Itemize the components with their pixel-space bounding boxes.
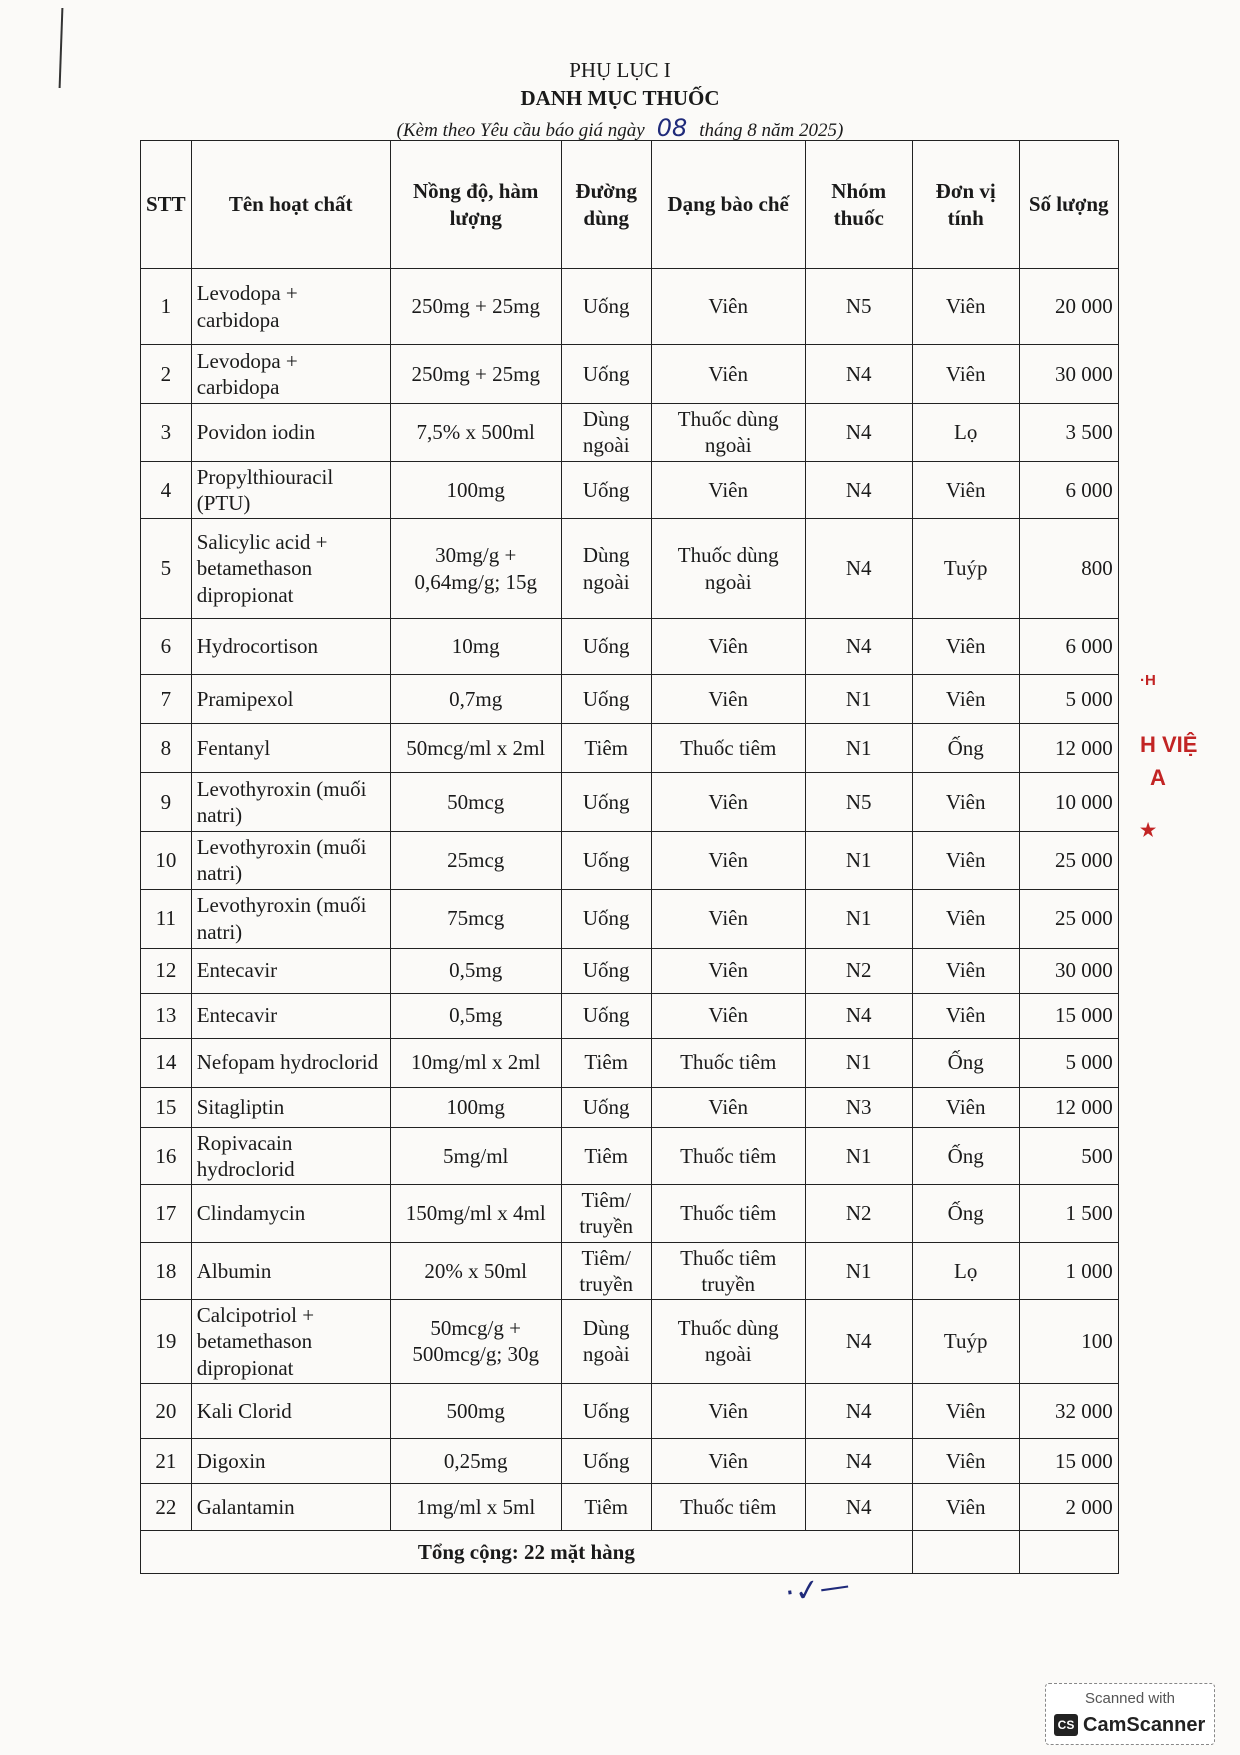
- cell-form: Thuốc tiêm: [651, 724, 805, 773]
- cell-strength: 100mg: [390, 461, 561, 519]
- cell-form: Thuốc dùng ngoài: [651, 404, 805, 462]
- col-header-group: Nhóm thuốc: [805, 141, 912, 269]
- cell-route: Uống: [561, 675, 651, 724]
- col-header-qty: Số lượng: [1019, 141, 1118, 269]
- cell-unit: Lọ: [912, 404, 1019, 462]
- cell-stt: 20: [141, 1383, 192, 1438]
- cell-route: Uống: [561, 832, 651, 890]
- cell-route: Uống: [561, 1383, 651, 1438]
- cell-name: Kali Clorid: [191, 1383, 390, 1438]
- cell-stt: 6: [141, 619, 192, 675]
- cell-qty: 1 500: [1019, 1185, 1118, 1243]
- cell-stt: 11: [141, 889, 192, 948]
- cell-group: N2: [805, 948, 912, 993]
- drug-list-table: [140, 140, 1119, 1574]
- table-row: [141, 1127, 1119, 1185]
- subtitle-before: (Kèm theo Yêu cầu báo giá ngày: [396, 120, 645, 141]
- cell-route: Uống: [561, 773, 651, 832]
- cell-qty: 6 000: [1019, 461, 1118, 519]
- cell-group: N1: [805, 675, 912, 724]
- cell-qty: 5 000: [1019, 1038, 1118, 1087]
- cell-group: N2: [805, 1185, 912, 1243]
- cell-strength: 500mg: [390, 1383, 561, 1438]
- handwritten-day: 08: [656, 114, 688, 142]
- table-row: [141, 461, 1119, 519]
- cell-form: Viên: [651, 993, 805, 1038]
- cell-strength: 20% x 50ml: [390, 1242, 561, 1300]
- cell-unit: Viên: [912, 993, 1019, 1038]
- cell-route: Dùng ngoài: [561, 404, 651, 462]
- table-header-row: [141, 141, 1119, 269]
- cell-qty: 2 000: [1019, 1483, 1118, 1530]
- cell-name: Nefopam hydroclorid: [191, 1038, 390, 1087]
- cell-group: N1: [805, 724, 912, 773]
- cell-route: Uống: [561, 269, 651, 345]
- stamp-fragment-2: A: [1150, 765, 1166, 790]
- cell-name: Entecavir: [191, 948, 390, 993]
- cell-strength: 50mcg/g + 500mcg/g; 30g: [390, 1300, 561, 1384]
- total-qty-cell: [1019, 1530, 1118, 1573]
- cell-group: N4: [805, 1300, 912, 1384]
- col-header-unit: Đơn vị tính: [912, 141, 1019, 269]
- cell-qty: 3 500: [1019, 404, 1118, 462]
- cell-form: Thuốc dùng ngoài: [651, 1300, 805, 1384]
- total-label: Tổng cộng: 22 mặt hàng: [141, 1530, 913, 1573]
- cell-route: Tiêm/ truyền: [561, 1185, 651, 1243]
- cell-form: Viên: [651, 1438, 805, 1483]
- cell-qty: 5 000: [1019, 675, 1118, 724]
- table-row: [141, 993, 1119, 1038]
- cell-strength: 0,5mg: [390, 993, 561, 1038]
- cell-unit: Viên: [912, 619, 1019, 675]
- cell-qty: 10 000: [1019, 773, 1118, 832]
- table-row: [141, 269, 1119, 345]
- cell-stt: 18: [141, 1242, 192, 1300]
- cell-group: N4: [805, 1383, 912, 1438]
- cell-qty: 32 000: [1019, 1383, 1118, 1438]
- cell-name: Levothyroxin (muối natri): [191, 889, 390, 948]
- cell-unit: Viên: [912, 1483, 1019, 1530]
- col-header-stt: STT: [141, 141, 192, 269]
- col-header-form: Dạng bào chế: [651, 141, 805, 269]
- table-row: [141, 1038, 1119, 1087]
- stamp-star-icon: ★: [1140, 820, 1157, 840]
- cell-unit: Viên: [912, 948, 1019, 993]
- cell-route: Dùng ngoài: [561, 519, 651, 619]
- cell-strength: 75mcg: [390, 889, 561, 948]
- cell-unit: Viên: [912, 832, 1019, 890]
- cell-strength: 10mg: [390, 619, 561, 675]
- appendix-label: PHỤ LỤC I: [569, 58, 671, 82]
- cell-form: Viên: [651, 832, 805, 890]
- table-row: [141, 773, 1119, 832]
- table-row: [141, 1483, 1119, 1530]
- table-row: [141, 675, 1119, 724]
- cell-qty: 1 000: [1019, 1242, 1118, 1300]
- cell-form: Viên: [651, 269, 805, 345]
- cell-route: Uống: [561, 461, 651, 519]
- cell-stt: 13: [141, 993, 192, 1038]
- cell-name: Levothyroxin (muối natri): [191, 773, 390, 832]
- cell-unit: Lọ: [912, 1242, 1019, 1300]
- cell-route: Uống: [561, 1087, 651, 1127]
- cell-group: N1: [805, 889, 912, 948]
- cell-unit: Ống: [912, 1127, 1019, 1185]
- cell-form: Thuốc tiêm: [651, 1038, 805, 1087]
- total-unit-cell: [912, 1530, 1019, 1573]
- table-row: [141, 948, 1119, 993]
- cell-unit: Viên: [912, 269, 1019, 345]
- cell-strength: 30mg/g + 0,64mg/g; 15g: [390, 519, 561, 619]
- cell-route: Tiêm: [561, 1038, 651, 1087]
- cell-strength: 100mg: [390, 1087, 561, 1127]
- cell-unit: Viên: [912, 889, 1019, 948]
- cell-group: N3: [805, 1087, 912, 1127]
- cell-name: Clindamycin: [191, 1185, 390, 1243]
- cell-qty: 25 000: [1019, 832, 1118, 890]
- cell-form: Viên: [651, 675, 805, 724]
- cell-qty: 6 000: [1019, 619, 1118, 675]
- document-title: DANH MỤC THUỐC: [520, 86, 720, 110]
- cell-form: Viên: [651, 948, 805, 993]
- cell-strength: 250mg + 25mg: [390, 345, 561, 404]
- cell-form: Thuốc tiêm truyền: [651, 1242, 805, 1300]
- cell-name: Povidon iodin: [191, 404, 390, 462]
- cell-group: N5: [805, 269, 912, 345]
- cell-form: Viên: [651, 889, 805, 948]
- cell-unit: Tuýp: [912, 519, 1019, 619]
- cell-stt: 21: [141, 1438, 192, 1483]
- cell-unit: Viên: [912, 1087, 1019, 1127]
- cell-stt: 17: [141, 1185, 192, 1243]
- cell-strength: 1mg/ml x 5ml: [390, 1483, 561, 1530]
- cell-group: N1: [805, 832, 912, 890]
- cell-qty: 15 000: [1019, 1438, 1118, 1483]
- cell-route: Uống: [561, 948, 651, 993]
- cell-form: Viên: [651, 1383, 805, 1438]
- cell-group: N4: [805, 404, 912, 462]
- cell-stt: 9: [141, 773, 192, 832]
- signature-scribble: ·✓—: [782, 1567, 852, 1612]
- cell-form: Viên: [651, 773, 805, 832]
- cell-strength: 7,5% x 500ml: [390, 404, 561, 462]
- cell-stt: 1: [141, 269, 192, 345]
- cell-route: Tiêm: [561, 1483, 651, 1530]
- camscanner-badge: [1045, 1683, 1215, 1745]
- camscanner-logo-icon: CS: [1054, 1714, 1078, 1736]
- cell-strength: 250mg + 25mg: [390, 269, 561, 345]
- cell-strength: 50mcg/ml x 2ml: [390, 724, 561, 773]
- col-header-strength: Nồng độ, hàm lượng: [390, 141, 561, 269]
- cell-stt: 16: [141, 1127, 192, 1185]
- cell-unit: Viên: [912, 1383, 1019, 1438]
- table-row: [141, 619, 1119, 675]
- cell-unit: Viên: [912, 675, 1019, 724]
- cell-route: Tiêm: [561, 1127, 651, 1185]
- col-header-route: Đường dùng: [561, 141, 651, 269]
- total-row: [141, 1530, 1119, 1573]
- cell-unit: Ống: [912, 724, 1019, 773]
- cell-unit: Viên: [912, 461, 1019, 519]
- cell-group: N1: [805, 1127, 912, 1185]
- table-row: [141, 889, 1119, 948]
- cell-qty: 500: [1019, 1127, 1118, 1185]
- table-row: [141, 832, 1119, 890]
- cell-stt: 22: [141, 1483, 192, 1530]
- table-row: [141, 1438, 1119, 1483]
- cell-unit: Viên: [912, 1438, 1019, 1483]
- cell-group: N1: [805, 1242, 912, 1300]
- cell-route: Tiêm: [561, 724, 651, 773]
- cell-stt: 7: [141, 675, 192, 724]
- cell-stt: 8: [141, 724, 192, 773]
- document-subtitle: [0, 114, 1240, 142]
- stamp-fragment-1: H VIỆ: [1140, 732, 1198, 757]
- cell-name: Digoxin: [191, 1438, 390, 1483]
- cell-form: Viên: [651, 345, 805, 404]
- cell-unit: Viên: [912, 345, 1019, 404]
- cell-form: Viên: [651, 461, 805, 519]
- table-row: [141, 1383, 1119, 1438]
- cell-route: Uống: [561, 889, 651, 948]
- cell-form: Thuốc tiêm: [651, 1127, 805, 1185]
- cell-stt: 14: [141, 1038, 192, 1087]
- scanned-with-text: Scanned with: [1084, 1690, 1176, 1707]
- cell-strength: 0,25mg: [390, 1438, 561, 1483]
- cell-strength: 50mcg: [390, 773, 561, 832]
- cell-qty: 800: [1019, 519, 1118, 619]
- cell-name: Calcipotriol + betamethason dipropionat: [191, 1300, 390, 1384]
- cell-group: N4: [805, 345, 912, 404]
- cell-unit: Ống: [912, 1185, 1019, 1243]
- cell-qty: 15 000: [1019, 993, 1118, 1038]
- cell-group: N4: [805, 461, 912, 519]
- cell-qty: 20 000: [1019, 269, 1118, 345]
- cell-qty: 25 000: [1019, 889, 1118, 948]
- cell-form: Viên: [651, 1087, 805, 1127]
- cell-qty: 12 000: [1019, 1087, 1118, 1127]
- cell-name: Pramipexol: [191, 675, 390, 724]
- table-row: [141, 519, 1119, 619]
- table-row: [141, 404, 1119, 462]
- cell-qty: 30 000: [1019, 345, 1118, 404]
- cell-unit: Ống: [912, 1038, 1019, 1087]
- cell-name: Entecavir: [191, 993, 390, 1038]
- table-row: [141, 724, 1119, 773]
- cell-stt: 15: [141, 1087, 192, 1127]
- cell-group: N1: [805, 1038, 912, 1087]
- cell-name: Galantamin: [191, 1483, 390, 1530]
- cell-group: N4: [805, 993, 912, 1038]
- cell-route: Uống: [561, 345, 651, 404]
- cell-unit: Tuýp: [912, 1300, 1019, 1384]
- cell-stt: 10: [141, 832, 192, 890]
- cell-name: Sitagliptin: [191, 1087, 390, 1127]
- cell-name: Levodopa + carbidopa: [191, 269, 390, 345]
- cell-form: Thuốc dùng ngoài: [651, 519, 805, 619]
- cell-form: Thuốc tiêm: [651, 1185, 805, 1243]
- cell-qty: 30 000: [1019, 948, 1118, 993]
- cell-group: N4: [805, 519, 912, 619]
- cell-route: Uống: [561, 993, 651, 1038]
- cell-group: N4: [805, 1438, 912, 1483]
- cell-stt: 2: [141, 345, 192, 404]
- camscanner-name: CamScanner: [1083, 1714, 1206, 1736]
- cell-strength: 0,7mg: [390, 675, 561, 724]
- cell-group: N4: [805, 1483, 912, 1530]
- cell-strength: 0,5mg: [390, 948, 561, 993]
- table-row: [141, 1087, 1119, 1127]
- table-row: [141, 1300, 1119, 1384]
- cell-group: N4: [805, 619, 912, 675]
- cell-name: Ropivacain hydroclorid: [191, 1127, 390, 1185]
- cell-route: Uống: [561, 1438, 651, 1483]
- col-header-name: Tên hoạt chất: [191, 141, 390, 269]
- cell-name: Propylthiouracil (PTU): [191, 461, 390, 519]
- cell-stt: 5: [141, 519, 192, 619]
- table-body: [141, 269, 1119, 1531]
- cell-strength: 25mcg: [390, 832, 561, 890]
- table-row: [141, 1242, 1119, 1300]
- cell-qty: 12 000: [1019, 724, 1118, 773]
- cell-stt: 12: [141, 948, 192, 993]
- cell-route: Dùng ngoài: [561, 1300, 651, 1384]
- cell-unit: Viên: [912, 773, 1019, 832]
- cell-group: N5: [805, 773, 912, 832]
- cell-qty: 100: [1019, 1300, 1118, 1384]
- cell-name: Hydrocortison: [191, 619, 390, 675]
- cell-stt: 19: [141, 1300, 192, 1384]
- cell-form: Thuốc tiêm: [651, 1483, 805, 1530]
- cell-stt: 3: [141, 404, 192, 462]
- table-row: [141, 345, 1119, 404]
- cell-form: Viên: [651, 619, 805, 675]
- cell-name: Levothyroxin (muối natri): [191, 832, 390, 890]
- subtitle-after: tháng 8 năm 2025): [699, 120, 844, 141]
- cell-strength: 5mg/ml: [390, 1127, 561, 1185]
- cell-name: Salicylic acid + betamethason dipropionat: [191, 519, 390, 619]
- cell-strength: 150mg/ml x 4ml: [390, 1185, 561, 1243]
- cell-name: Levodopa + carbidopa: [191, 345, 390, 404]
- cell-strength: 10mg/ml x 2ml: [390, 1038, 561, 1087]
- stamp-mark-top: ·H: [1140, 672, 1156, 689]
- cell-name: Fentanyl: [191, 724, 390, 773]
- cell-route: Tiêm/ truyền: [561, 1242, 651, 1300]
- cell-route: Uống: [561, 619, 651, 675]
- cell-stt: 4: [141, 461, 192, 519]
- table-row: [141, 1185, 1119, 1243]
- cell-name: Albumin: [191, 1242, 390, 1300]
